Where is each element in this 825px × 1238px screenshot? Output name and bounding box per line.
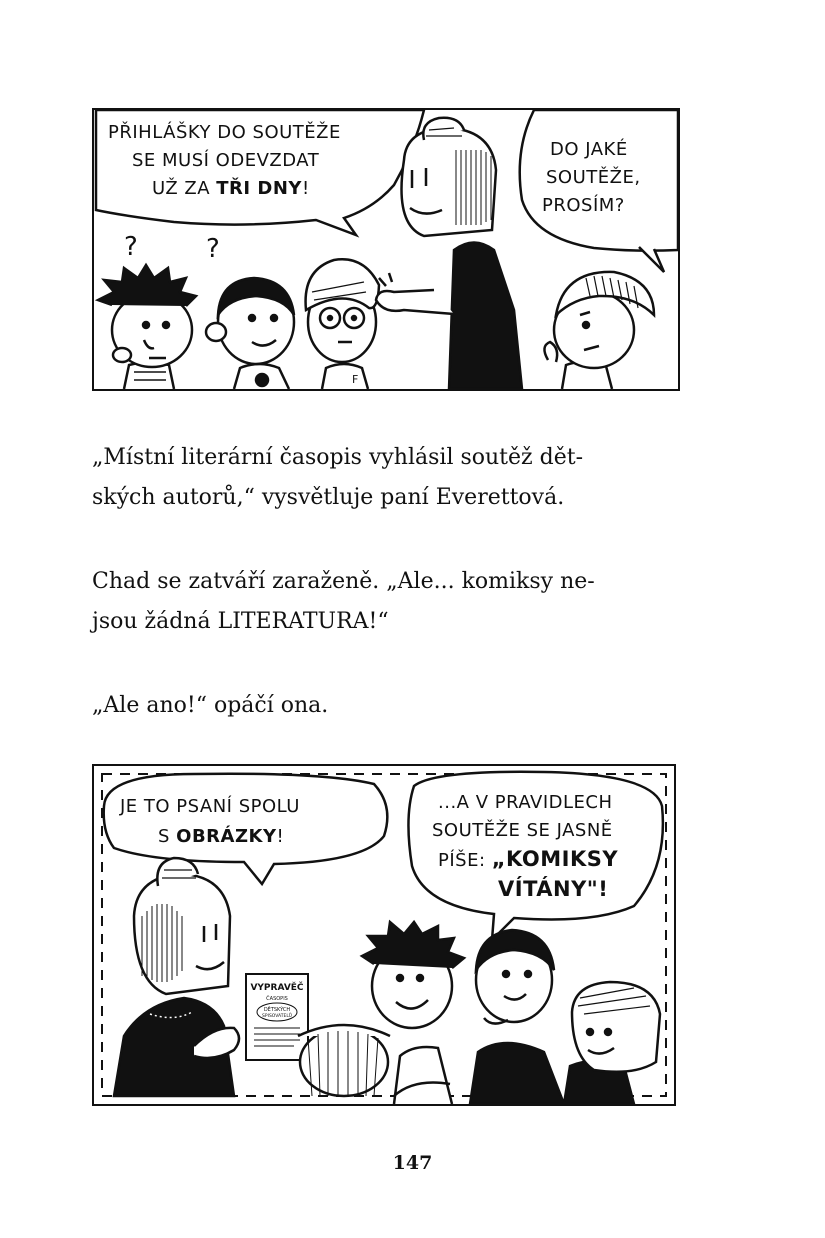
- character-back-of-head: [298, 1025, 390, 1096]
- paragraph-3: [92, 686, 680, 726]
- magazine-badge-line-1: DĚTSKÝCH: [263, 1007, 291, 1013]
- paragraph-1-line-2: ských autorů,“ vysvětluje paní Everettová.: [92, 485, 565, 510]
- paragraph-2: [92, 562, 680, 642]
- character-spiky-hair-kid: [98, 265, 196, 389]
- comic-panel-1: [92, 108, 680, 391]
- paragraph-1: [92, 438, 680, 518]
- character-teacher: [114, 858, 239, 1096]
- bubble-right-line-1: ...A V PRAVIDLECH: [438, 792, 613, 813]
- comic-panel-1-art: [94, 110, 678, 389]
- magazine-flyer: [246, 974, 308, 1060]
- magazine-badge-line-2: SPISOVATELŮ: [262, 1014, 292, 1019]
- page-number: 147: [392, 1152, 433, 1174]
- bubble-right-line-3: PROSÍM?: [542, 195, 625, 216]
- paragraph-2-line-1: Chad se zatváří zaraženě. „Ale... komiksy ne-: [92, 569, 595, 594]
- question-mark-2: ?: [206, 234, 221, 264]
- magazine-subtitle: ČASOPIS: [266, 996, 288, 1002]
- paragraph-1-line-1: „Místní literární časopis vyhlásil soutěž dět-: [92, 445, 584, 470]
- magazine-title: VYPRAVĚČ: [250, 983, 304, 993]
- paragraph-3-line-1: „Ale ano!“ opáčí ona.: [92, 693, 329, 718]
- character-side-kid: [544, 272, 654, 389]
- comic-panel-2-art: [94, 766, 674, 1104]
- bubble-left-line-3: UŽ ZA TŘI DNY!: [152, 178, 310, 199]
- bubble-left-line-1: PŘIHLÁŠKY DO SOUTĚŽE: [108, 122, 341, 143]
- bubble-right-line-2: SOUTĚŽE SE JASNĚ: [432, 820, 613, 841]
- bubble-right-line-1: DO JAKÉ: [550, 139, 628, 160]
- question-mark-1: ?: [124, 232, 139, 262]
- bubble-left-line-1: JE TO PSANÍ SPOLU: [120, 796, 300, 817]
- character-glasses-kid: [306, 259, 379, 389]
- bubble-left-line-2: SE MUSÍ ODEVZDAT: [132, 150, 320, 171]
- bubble-left-line-2: S OBRÁZKY!: [158, 826, 285, 847]
- bubble-right-line-2: SOUTĚŽE,: [546, 167, 641, 188]
- paragraph-2-line-2: jsou žádná LITERATURA!“: [92, 609, 389, 634]
- character-short-hair-kid: [470, 930, 564, 1104]
- bubble-right-line-3: PÍŠE: „KOMIKSY: [438, 847, 619, 871]
- comic-panel-2: [92, 764, 676, 1106]
- bubble-right-line-4: VÍTÁNY"!: [498, 877, 609, 901]
- shirt-letter: F: [352, 373, 359, 386]
- character-freckles-kid: [564, 982, 660, 1104]
- character-short-hair-kid: [206, 278, 294, 389]
